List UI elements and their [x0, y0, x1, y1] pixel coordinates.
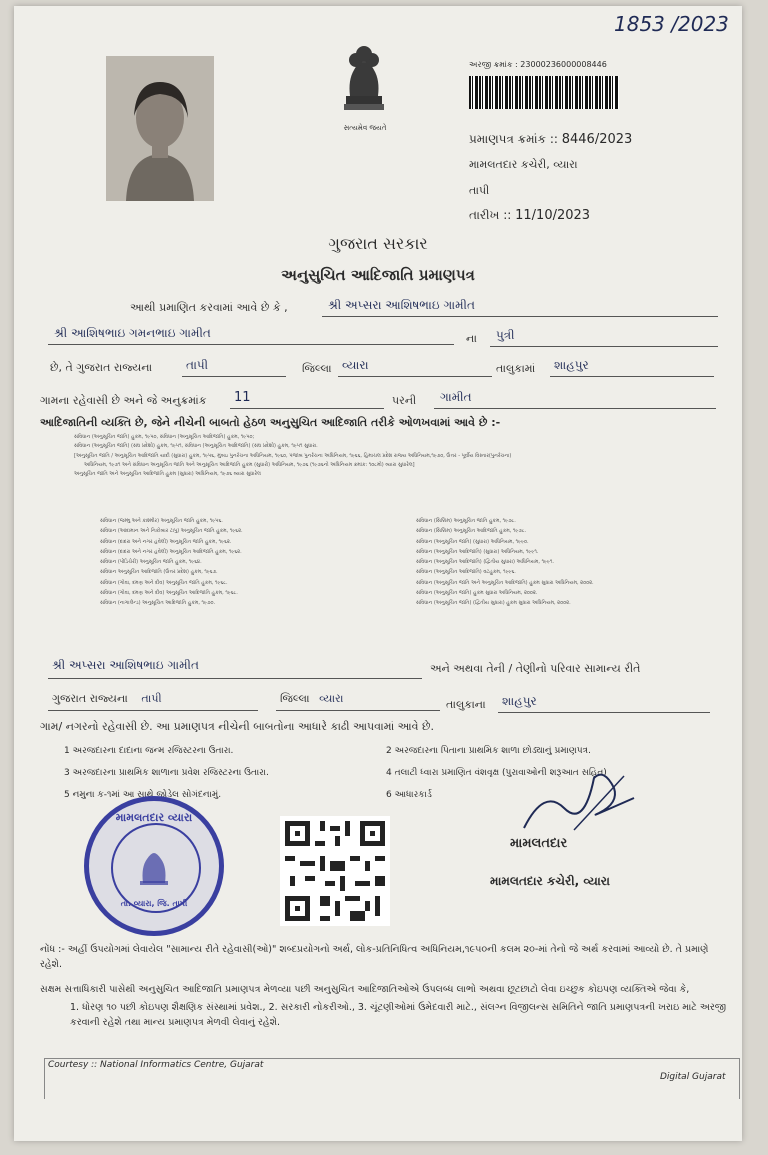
legal-reference: સંવિધાન (દાદરા અને નગર હવેલી) અનુસૂચિત જાતિ હુકમ, ૧૯૬૨. [100, 538, 232, 545]
issue-date [469, 208, 590, 223]
taluka-value-2: વ્યારા [319, 692, 344, 705]
legal-reference: સંવિધાન (અનુસૂચિત આદિજાતિ) વટહુકમ, ૧૯૯૬. [416, 569, 516, 576]
signatory-office: મામલતદાર કચેરી, વ્યારા [490, 874, 610, 888]
issue-date-value: 11/10/2023 [515, 208, 591, 223]
application-number-value: 23000236000008446 [520, 60, 607, 69]
legal-reference: સંવિધાન (દાદરા અને નગર હવેલી) અનુસૂચિત આદિજાતિ હુકમ, ૧૯૬૨. [100, 548, 242, 555]
legal-reference: સંવિધાન (અનુસૂચિત જાતિ) (દ્વિતીય સુધારા) હુકમ સુધારા અધિનિયમ, ૨૦૦૨. [416, 600, 571, 606]
legal-reference: અધિનિયમ, ૧૯૭૧ અને સંવિધાન અનુસૂચિત જાતિ અને અનુસૂચિત આદિજાતિ હુકમ (સુધારો) અધિનિયમ, ૧૯૭૬ (૧૯૭૬નો અધિનિયમ ક્રમાંક: ૧૦૮મો) વ્યારા સુધારેલ] [84, 461, 415, 468]
taluka-label-2: તાલુકાના [446, 698, 486, 711]
certificate-number-value: 8446/2023 [561, 132, 633, 147]
village-value-2: શાહપુર [498, 694, 710, 713]
district-label: જિલ્લા [302, 362, 332, 375]
resident-label: ગામના રહેવાસી છે અને જે અનુક્રમાંક [40, 394, 207, 407]
handwritten-reference: 1853 /2023 [614, 12, 729, 36]
district-value-2: તાપી [141, 692, 162, 705]
legal-reference: સંવિધાન (ગોવા, દમણ અને દીવ) અનુસૂચિત આદિજાતિ હુકમ, ૧૯૬૮. [100, 589, 238, 596]
legal-reference: સંવિધાન (અનુસૂચિત જાતિ) (સંઘ પ્રદેશો) હુકમ, ૧૯૫૧, સંવિધાન (અનુસૂચિત આદિજાતિ) (સંઘ પ્રદેશો) હુકમ, ૧૯૫૧ સુધારા. [74, 443, 318, 450]
note-text: નોંધ :- અહીં ઉપયોગમાં લેવાયેલ "સામાન્ય રીતે રહેવાસી(ઓ)" શબ્દપ્રયોગનો અર્થ, લોક-પ્રતિનિધિત્વ અધિનિયમ,૧૯૫૦ની કલમ ૨૦-માં તેનો જે અર્થ કરવામાં આવ્યો છે. તે પ્રમાણે રહેશે. [40, 944, 709, 971]
signature-icon [514, 758, 644, 838]
document-item: 1 અરજદારના દાદાના જન્મ રજિસ્ટરના ઉતારા. [64, 746, 234, 756]
village-value: શાહપુર [550, 358, 714, 377]
legal-reference: સંવિધાન (અનુસૂચિત જાતિ) હુકમ સુધારા અધિનિયમ, ૨૦૦૨. [416, 589, 538, 596]
footer-list: 1. ધોરણ ૧૦ પછી કોઇપણ શૈક્ષણિક સંસ્થામાં પ્રવેશ., 2. સરકારી નોકરીઓ., 3. ચૂંટણીઓમાં ઉમેદવારી માટે., સંલગ્ન વિજીલન્સ સમિતિને જાતિ પ્રમાણપત્રની ખરાઇ માટે અરજી કરવાની રહેશે તથા માન્ય પ્રમાણપત્ર મેળવી લેવાનું રહેશે. [70, 1002, 727, 1029]
district-label-2: જિલ્લા [280, 692, 310, 705]
legal-reference: સંવિધાન (સિક્કિમ) અનુસૂચિત જાતિ હુકમ, ૧૯૭૮. [416, 518, 516, 524]
legal-reference: સંવિધાન (નાગાલેન્ડ) અનુસૂચિત આદિજાતિ હુકમ, ૧૯૭૦. [100, 600, 216, 606]
tribe-statement: આદિજાતિની વ્યક્તિ છે, જેને નીચેની બાબતો હેઠળ અનુસુચિત આદિજાતિ તરીકે ઓળખવામાં આવે છે :- [40, 416, 501, 429]
national-emblem-icon [336, 40, 392, 120]
signatory-title: મામલતદાર [510, 836, 568, 851]
legal-references-right [416, 518, 716, 610]
state-line [48, 692, 258, 711]
legal-reference: અનુસૂચિત જાતિ અને અનુસૂચિત આદિજાતિ હુકમ (સુધારા) અધિનિયમ, ૧૯૭૬ વ્યારા સુધારેલ [74, 471, 261, 477]
par-label: પરની [392, 394, 417, 407]
legal-reference: સંવિધાન અનુસૂચિત આદિજાતિ (ઉત્તર પ્રદેશ) હુકમ, ૧૯૬૭. [100, 569, 218, 576]
legal-reference: સંવિધાન (સિક્કિમ) અનુસૂચિત આદિજાતિ હુકમ, ૧૯૭૮. [416, 528, 527, 535]
seal-bottom-text: તા. વ્યારા, જિ. તાપી [120, 899, 188, 908]
footer-paragraph: સક્ષમ સત્તાધિકારી પાસેથી અનુસુચિત આદિજાતિ પ્રમાણપત્ર મેળવ્યા પછી અનુસુચિત આદિજાતિઓએ ઉપલબ્ધ લાભો અથવા છૂટછાટો લેવા ઇચ્છુક કોઇપણ વ્યક્તિએ જેવા કે, [40, 984, 690, 995]
documents-left [64, 746, 374, 812]
digital-gujarat-text: Digital Gujarat [660, 1072, 726, 1082]
father-name: શ્રી આશિષભાઇ ગમનભાઇ ગામીત [48, 326, 454, 345]
document-item: 3 અરજદારના પ્રાથમિક શાળાના પ્રવેશ રજિસ્ટરના ઉતારા. [64, 768, 269, 778]
legal-references-top [74, 434, 714, 477]
application-number [469, 60, 607, 70]
document-item: 2 અરજદારના પિતાના પ્રાથમિક શાળા છોડ્યાનું પ્રમાણપત્ર. [386, 746, 591, 756]
certificate-page [14, 6, 742, 1141]
seal-text: મામલતદાર વ્યારા [115, 811, 193, 824]
applicant-name-repeat: શ્રી અપ્સરા આશિષભાઇ ગામીત [48, 658, 422, 679]
relation: પુત્રી [490, 328, 718, 347]
legal-reference: સંવિધાન (આંદામાન અને નિકોબાર ટાપુ) અનુસૂચિત જાતિ હુકમ, ૧૯૬૨. [100, 528, 243, 535]
government-title: ગુજરાત સરકાર [328, 234, 428, 253]
legal-reference: સંવિધાન (અનુસૂચિત આદિજાતિ) (સુધારા) અધિનિયમ, ૧૯૯૧. [416, 548, 539, 555]
certificate-title: અનુસુચિત આદિજાતિ પ્રમાણપત્ર [281, 266, 475, 284]
taluka-value: વ્યારા [338, 358, 492, 377]
seal-emblem-icon [135, 847, 173, 887]
taluka-label: તાલુકામાં [496, 362, 536, 375]
issue-date-label: તારીખ :: [469, 208, 512, 222]
na-label: ના [466, 332, 477, 345]
issued-basis-line: ગામ/ નગરનો રહેવાસી છે. આ પ્રમાણપત્ર નીચેની બાબતોના આધારે કાઢી આપવામાં આવે છે. [40, 720, 435, 733]
state-label-2: ગુજરાત રાજ્યના [52, 692, 128, 705]
application-number-label: અરજી ક્રમાંક : [469, 60, 518, 69]
legal-reference: સંવિધાન (ગોવા, દમણ અને દીવ) અનુસૂચિત જાતિ હુકમ, ૧૯૬૮. [100, 579, 228, 586]
legal-reference: સંવિધાન (પોંડિચેરી) અનુસૂચિત જાતિ હુકમ, ૧૯૬૪. [100, 559, 202, 565]
certificate-number-label: પ્રમાણપત્ર ક્રમાંક :: [469, 132, 558, 146]
document-item: 4 તલાટી ધ્વારા પ્રમાણિત વંશવૃક્ષ (પુરાવાઓની શરૂઆત સહિત) [386, 768, 607, 778]
issuing-district: તાપી [469, 184, 490, 197]
emblem-motto: સત્યમેવ જયતે [343, 124, 387, 132]
applicant-name: શ્રી અપ્સરા આશિષભાઇ ગામીત [322, 298, 718, 317]
certify-label: આથી પ્રમાણિત કરવામાં આવે છે કે , [130, 301, 288, 314]
state-label: છે, તે ગુજરાત રાજ્યના [50, 361, 153, 374]
legal-reference: સંવિધાન (અનુસૂચિત જાતિ અને અનુસૂચિત આદિજાતિ) હુકમ સુધારા અધિનિયમ, ૨૦૦૨. [416, 579, 594, 586]
document-item: 5 નમુના ક-૧માં આ સાથે જોડેલ સોગંદનામું. [64, 790, 222, 800]
issuing-office: મામલતદાર કચેરી, વ્યારા [469, 158, 578, 171]
tribe-name: ગામીત [434, 390, 716, 409]
document-item: 6 આધારકાર્ડ [386, 790, 432, 800]
barcode [469, 76, 619, 109]
district-value: તાપી [182, 358, 286, 377]
legal-references-left [100, 518, 400, 610]
legal-reference: સંવિધાન (અનુસૂચિત જાતિ) હુકમ, ૧૯૫૦, સંવિધાન (અનુસૂચિત આદિજાતિ) હુકમ, ૧૯૫૦; [74, 434, 255, 440]
legal-reference: સંવિધાન (જમ્મુ અને કાશ્મીર) અનુસૂચિત જાતિ હુકમ, ૧૯૫૬. [100, 518, 223, 524]
courtesy-text: Courtesy :: National Informatics Centre, Gujarat [48, 1060, 264, 1070]
legal-reference: સંવિધાન (અનુસૂચિત આદિજાતિ) (દ્વિતીય સુધારા) અધિનિયમ, ૧૯૯૧. [416, 559, 554, 565]
applicant-photo [106, 56, 214, 201]
official-seal [84, 796, 224, 936]
qr-code [280, 816, 390, 926]
family-label: અને અથવા તેની / તેણીનો પરિવાર સામાન્ય રીતે [430, 662, 641, 675]
certificate-number [469, 132, 632, 147]
district-line-2 [276, 692, 440, 711]
legal-reference: સંવિધાન (અનુસૂચિત જાતિ) (સુધારા) અધિનિયમ, ૧૯૯૦. [416, 538, 529, 545]
serial-number: 11 [230, 390, 384, 409]
legal-reference: [અનુસૂચિત જાતિ / અનુસૂચિત આદિજાતિ યાદી (સુધારા) હુકમ, ૧૯૫૬, મુંબઇ પુનર્રચના અધિનિયમ, ૧૯૬૦, પંજાબ પુનર્રચના અધિનિયમ, ૧૯૬૬, હિમાચલ પ્રદેશ રાજ્ય અધિનિયમ,૧૯૭૦, ઉત્તર - પૂર્વીય વિસ્તાર(પુનર્રચના) [74, 452, 512, 459]
